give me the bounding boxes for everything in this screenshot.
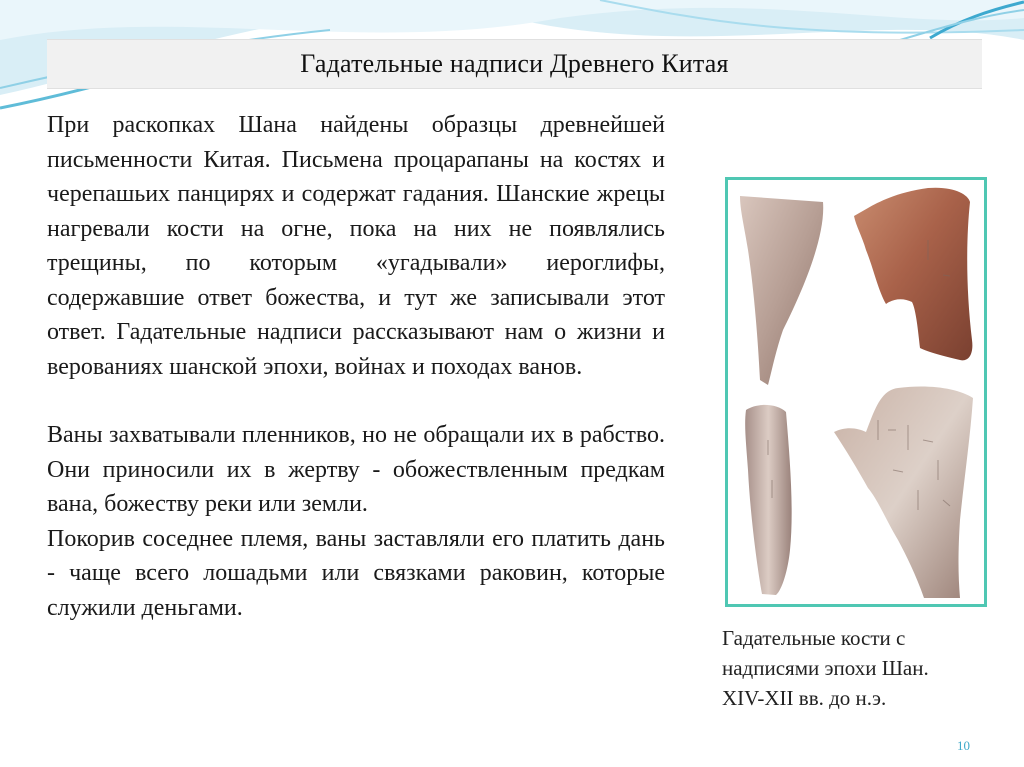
oracle-bones-illustration (728, 180, 984, 604)
body-text (47, 108, 665, 625)
caption-line-1: Гадательные кости с (722, 626, 906, 650)
bone-bottom-right (834, 386, 973, 598)
oracle-bones-photo (725, 177, 987, 607)
caption-line-2: надписями эпохи Шан. (722, 656, 929, 680)
page-number: 10 (957, 738, 970, 753)
slide-title: Гадательные надписи Древнего Китая (300, 49, 729, 78)
bone-bottom-left (745, 405, 791, 595)
photo-caption (722, 623, 992, 713)
paragraph-1: При раскопках Шана найдены образцы древнейшей письменности Китая. Письмена процарапаны на костях и черепашьих панцирях и содержат гадания. Шанские жрецы нагревали кости на огне, пока на них не появлялись трещины, по которым «угадывали» иероглифы, содержавшие ответ божества, и тут же записывали этот ответ. Гадательные надписи рассказывают нам о жизни и верованиях шанской эпохи, войнах и походах ванов. (47, 112, 665, 380)
bone-top-right (854, 188, 972, 361)
paragraph-3: Покорив соседнее племя, ваны заставляли его платить дань - чаще всего лошадьми или связками раковин, которые служили деньгами. (47, 525, 665, 621)
bone-top-left (740, 196, 823, 385)
caption-line-3: XIV-XII вв. до н.э. (722, 686, 887, 710)
title-bar (47, 39, 982, 89)
paragraph-2: Ваны захватывали пленников, но не обращали их в рабство. Они приносили их в жертву - обожествленным предкам вана, божеству реки или земли. (47, 422, 665, 517)
